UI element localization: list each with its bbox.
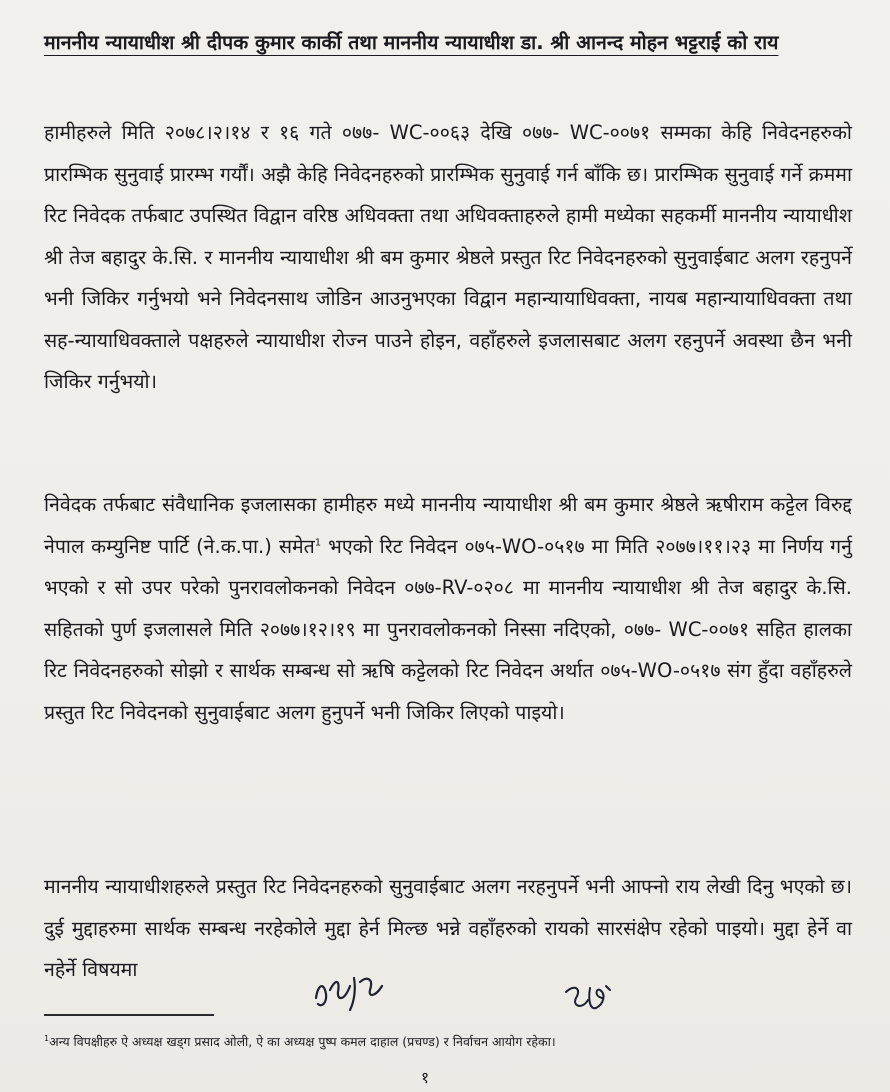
footnote-text: अन्य विपक्षीहरु ऐ अध्यक्ष खड्ग प्रसाद ओली, ऐ का अध्यक्ष पुष्प कमल दाहाल (प्रचण्ड) र निर्वाचन आयोग रहेका। xyxy=(49,1034,556,1049)
page-number: १ xyxy=(420,1068,430,1087)
footnote-divider xyxy=(44,1014,214,1016)
paragraph-2-text-before: निवेदक तर्फबाट संवैधानिक इजलासका हामीहरु मध्ये माननीय न्यायाधीश श्री बम कुमार श्रेष्ठले ऋषीराम कट्टेल विरुद्द नेपाल कम्युनिष्ट पार्टि (ने.क.पा.) समेत xyxy=(44,493,852,558)
footnote xyxy=(44,1034,844,1050)
signature-2 xyxy=(560,980,620,1020)
paragraph-1: हामीहरुले मिति २०७८।२।१४ र १६ गते ०७७- WC-००६३ देखि ०७७- WC-००७१ सम्मका केहि निवेदनहरुको प्रारम्भिक सुनुवाई प्रारम्भ गर्यौं। अझै केहि निवेदनहरुको प्रारम्भिक सुनुवाई गर्न बाँकि छ। प्रारम्भिक सुनुवाई गर्ने क्रममा रिट निवेदक तर्फबाट उपस्थित विद्वान वरिष्ठ अधिवक्ता तथा अधिवक्ताहरुले हामी मध्येका सहकर्मी माननीय न्यायाधीश श्री तेज बहादुर के.सि. र माननीय न्यायाधीश श्री बम कुमार श्रेष्ठले प्रस्तुत रिट निवेदनहरुको सुनुवाईबाट अलग रहनुपर्ने भनी जिकिर गर्नुभयो भने निवेदनसाथ जोडिन आउनुभएका विद्वान महान्यायाधिवक्ता, नायब महान्यायाधिवक्ता तथा सह-न्यायाधिवक्ताले पक्षहरुले न्यायाधीश रोज्न पाउने होइन, वहाँहरुले इजलासबाट अलग रहनुपर्ने अवस्था छैन भनी जिकिर गर्नुभयो। xyxy=(44,121,852,393)
signature-1 xyxy=(310,968,390,1014)
paragraph-2-text-after: भएको रिट निवेदन ०७५-WO-०५१७ मा मिति २०७७।११।२३ मा निर्णय गर्नु भएको र सो उपर परेको पुनरावलोकनको निवेदन ०७७-RV-०२०८ मा माननीय न्यायाधीश श्री तेज बहादुर के.सि. सहितको पुर्ण इजलासले मिति २०७७।१२।१९ मा पुनरावलोकनको निस्सा नदिएको, ०७७- WC-००७१ सहित हालका रिट निवेदनहरुको सोझो र सार्थक सम्बन्ध सो ऋषि कट्टेलको रिट निवेदन अर्थात ०७५-WO-०५१७ संग हुँदा वहाँहरुले प्रस्तुत रिट निवेदनको सुनुवाईबाट अलग हुनुपर्ने भनी जिकिर लिएको पाइयो। xyxy=(44,534,852,724)
paragraph-3: माननीय न्यायाधीशहरुले प्रस्तुत रिट निवेदनहरुको सुनुवाईबाट अलग नरहनुपर्ने भनी आफ्नो राय लेखी दिनु भएको छ। दुई मुद्दाहरुमा सार्थक सम्बन्ध नरहेकोले मुद्दा हेर्न मिल्छ भन्ने वहाँहरुको रायको सारसंक्षेप रहेको पाइयो। मुद्दा हेर्ने वा नहेर्ने विषयमा xyxy=(44,875,852,981)
footnote-marker: 1 xyxy=(44,1033,50,1043)
footnote-reference: 1 xyxy=(314,537,322,548)
page-heading: माननीय न्यायाधीश श्री दीपक कुमार कार्की तथा माननीय न्यायाधीश डा. श्री आनन्द मोहन भट्टराई को राय xyxy=(44,31,779,54)
paragraph-2 xyxy=(44,484,852,733)
